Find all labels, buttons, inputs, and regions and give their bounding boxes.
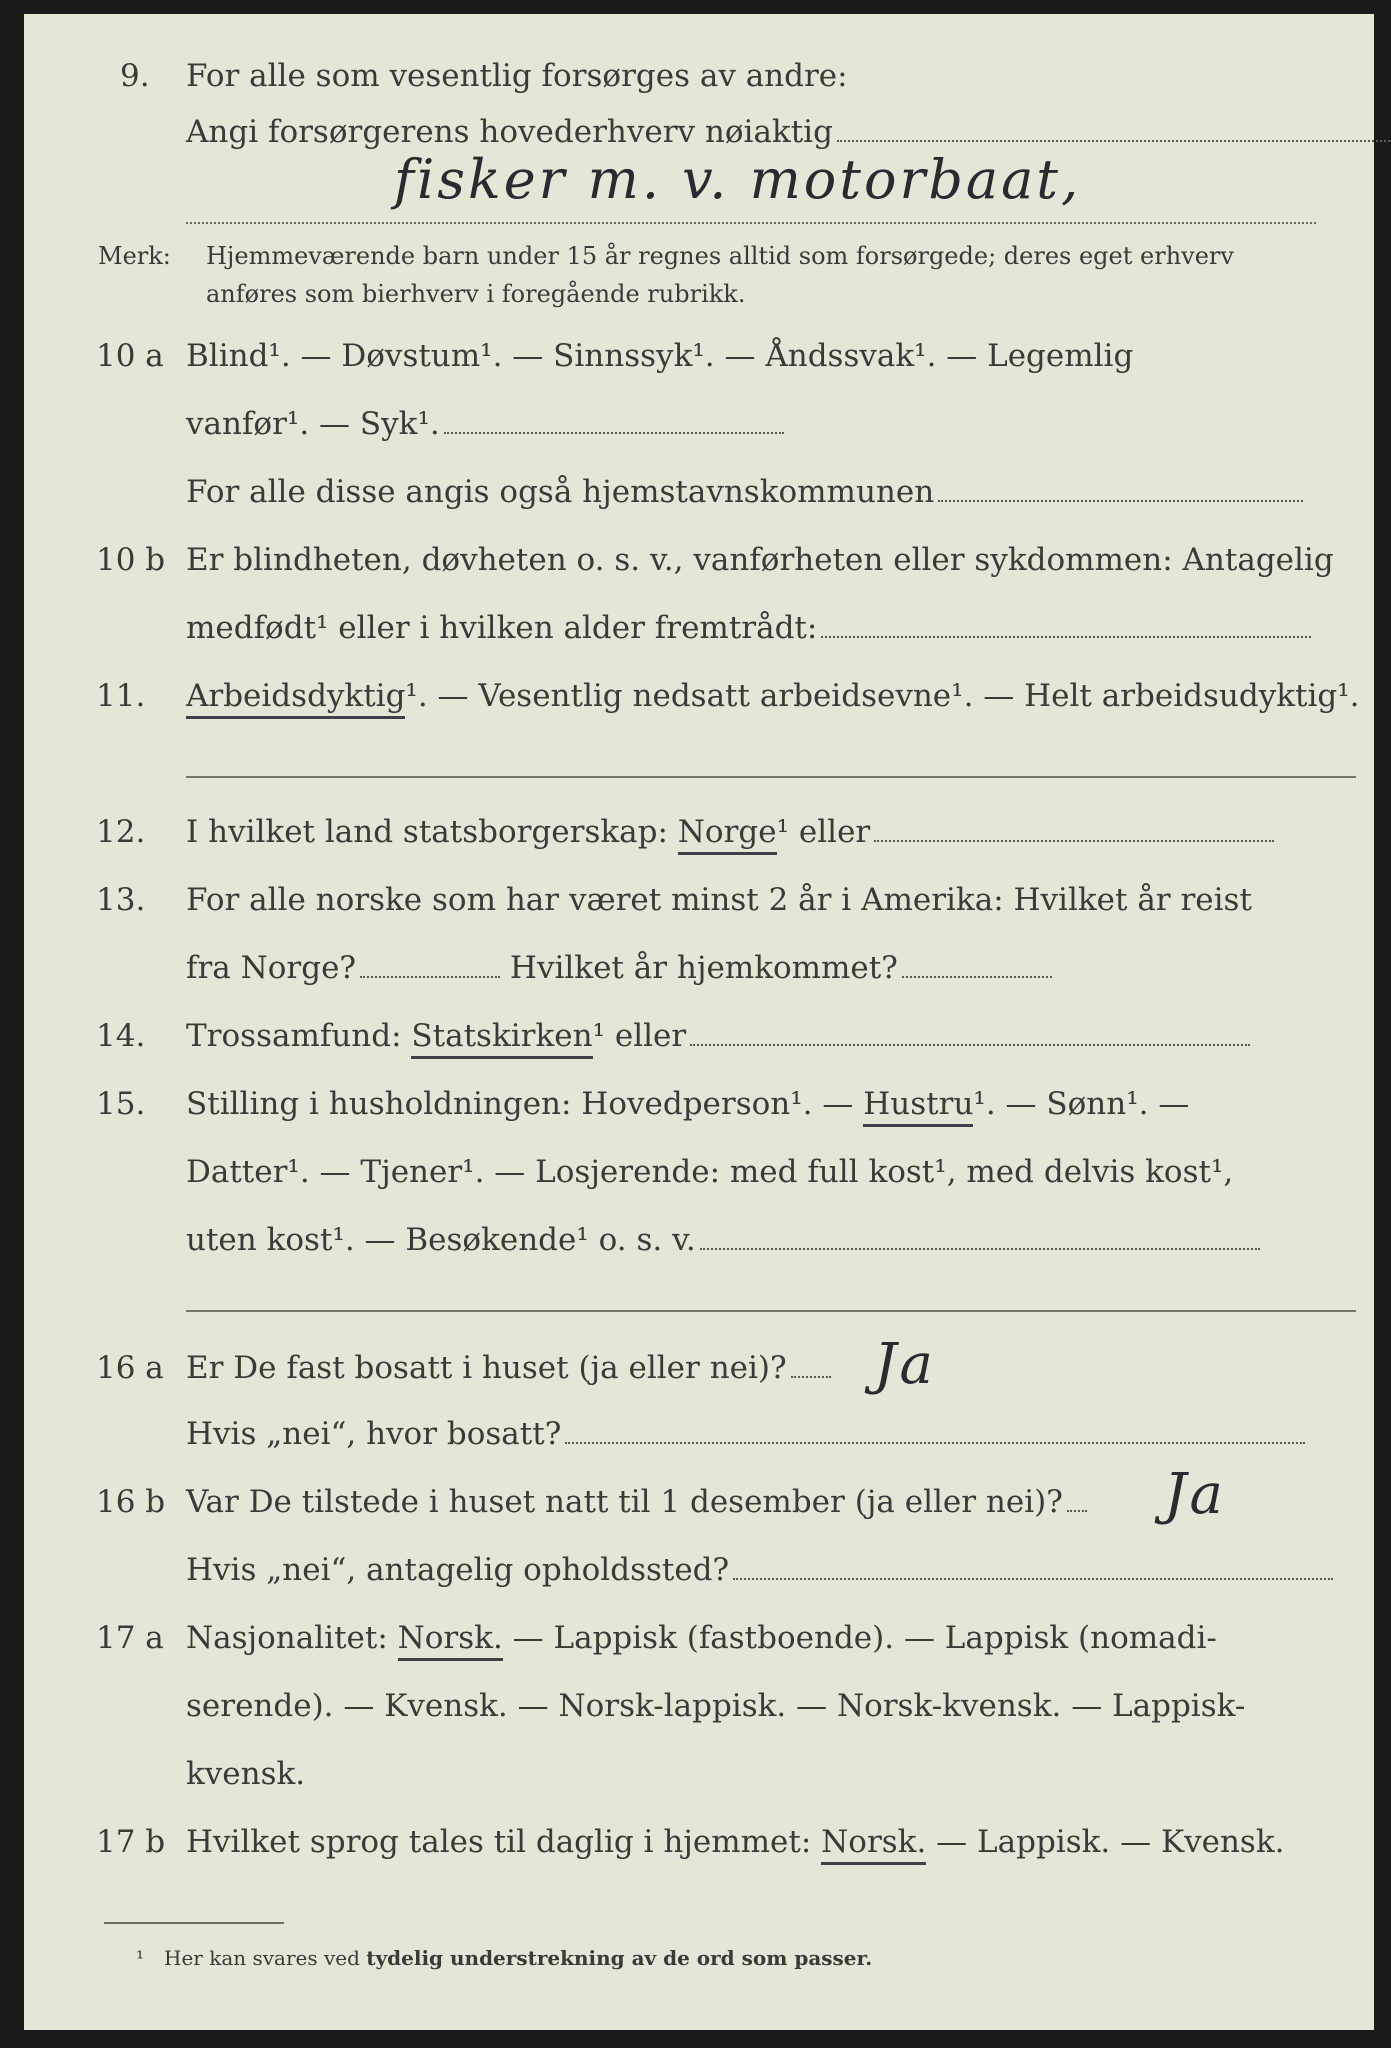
q17a-text-2: serende). — Kvensk. — Norsk-lappisk. — Norsk-kvensk. — Lappisk- (186, 1688, 1246, 1724)
q13-text: For alle norske som har været minst 2 år i Amerika: Hvilket år reist (186, 882, 1252, 918)
q16b-handwritten-answer: Ja (1164, 1462, 1226, 1527)
q16b-text: Var De tilstede i huset natt til 1 desember (ja eller nei)? (186, 1482, 1087, 1522)
q15-number: 15. (96, 1086, 146, 1122)
q10a-number: 10 a (96, 338, 164, 374)
q17b-number: 17 b (96, 1824, 166, 1860)
q9-handwritten-answer: fisker m. v. motorbaat, (394, 148, 1082, 211)
footnote-text: Her kan svares ved tydelig understrekning av de ord som passer. (164, 1946, 873, 1970)
q16b-text-2: Hvis „nei“, antagelig opholdssted? (186, 1550, 1333, 1590)
census-form-page (24, 14, 1374, 2030)
q17b-text: Hvilket sprog tales til daglig i hjemmet: Norsk. — Lappisk. — Kvensk. (186, 1822, 1284, 1862)
merk-text-2: anføres som bierhverv i foregående rubrikk. (206, 280, 746, 308)
q9-answer-line (186, 222, 1316, 224)
merk-label: Merk: (98, 242, 171, 270)
q16a-text-2: Hvis „nei“, hvor bosatt? (186, 1414, 1305, 1454)
q12-text: I hvilket land statsborgerskap: Norge¹ eller (186, 812, 1274, 852)
q17a-number: 17 a (96, 1620, 164, 1656)
q15-option-hustru-underlined: Hustru (863, 1086, 973, 1127)
q9-text-2: Angi forsørgerens hovederhverv nøiaktig (186, 112, 1391, 152)
q10a-text: Blind¹. — Døvstum¹. — Sinnssyk¹. — Åndssvak¹. — Legemlig (186, 338, 1134, 374)
q10b-number: 10 b (96, 542, 166, 578)
q15-text-2: Datter¹. — Tjener¹. — Losjerende: med full kost¹, med delvis kost¹, (186, 1154, 1234, 1190)
q14-option-statskirken-underlined: Statskirken (411, 1018, 592, 1059)
q17a-text-3: kvensk. (186, 1756, 306, 1792)
q9-number: 9. (120, 58, 150, 94)
q14-text: Trossamfund: Statskirken¹ eller (186, 1016, 1250, 1056)
q16a-text: Er De fast bosatt i huset (ja eller nei)? (186, 1348, 831, 1388)
q16b-number: 16 b (96, 1484, 166, 1520)
q17a-option-norsk-underlined: Norsk. (398, 1620, 503, 1661)
q14-number: 14. (96, 1018, 146, 1054)
q13-text-2: fra Norge? Hvilket år hjemkommet? (186, 948, 1052, 988)
q15-text: Stilling i husholdningen: Hovedperson¹. — Hustru¹. — Sønn¹. — (186, 1084, 1189, 1124)
q16a-handwritten-answer: Ja (874, 1332, 936, 1397)
q9-text: For alle som vesentlig forsørges av andre: (186, 58, 848, 94)
merk-text: Hjemmeværende barn under 15 år regnes alltid som forsørgede; deres eget erhverv (206, 242, 1234, 270)
q11-text: Arbeidsdyktig¹. — Vesentlig nedsatt arbeidsevne¹. — Helt arbeidsudyktig¹. (186, 676, 1360, 716)
q11-separator (186, 776, 1356, 778)
q16a-number: 16 a (96, 1350, 164, 1386)
q15-separator (186, 1310, 1356, 1312)
q12-option-norge-underlined: Norge (678, 814, 777, 855)
q10b-text: Er blindheten, døvheten o. s. v., vanførheten eller sykdommen: Antagelig (186, 542, 1334, 578)
q13-number: 13. (96, 882, 146, 918)
q10a-text-2: vanfør¹. — Syk¹. (186, 404, 784, 444)
q11-number: 11. (96, 678, 146, 714)
q17b-option-norsk-underlined: Norsk. (821, 1824, 926, 1865)
footnote-mark: ¹ (136, 1946, 145, 1970)
q11-option-arbeidsdyktig-underlined: Arbeidsdyktig (186, 678, 405, 719)
footnote-rule (104, 1922, 284, 1924)
q12-number: 12. (96, 814, 146, 850)
q15-text-3: uten kost¹. — Besøkende¹ o. s. v. (186, 1220, 1260, 1260)
q10a-text-3: For alle disse angis også hjemstavnskommunen (186, 472, 1303, 512)
q17a-text: Nasjonalitet: Norsk. — Lappisk (fastboende). — Lappisk (nomadi- (186, 1618, 1217, 1658)
q10b-text-2: medfødt¹ eller i hvilken alder fremtrådt: (186, 608, 1311, 648)
